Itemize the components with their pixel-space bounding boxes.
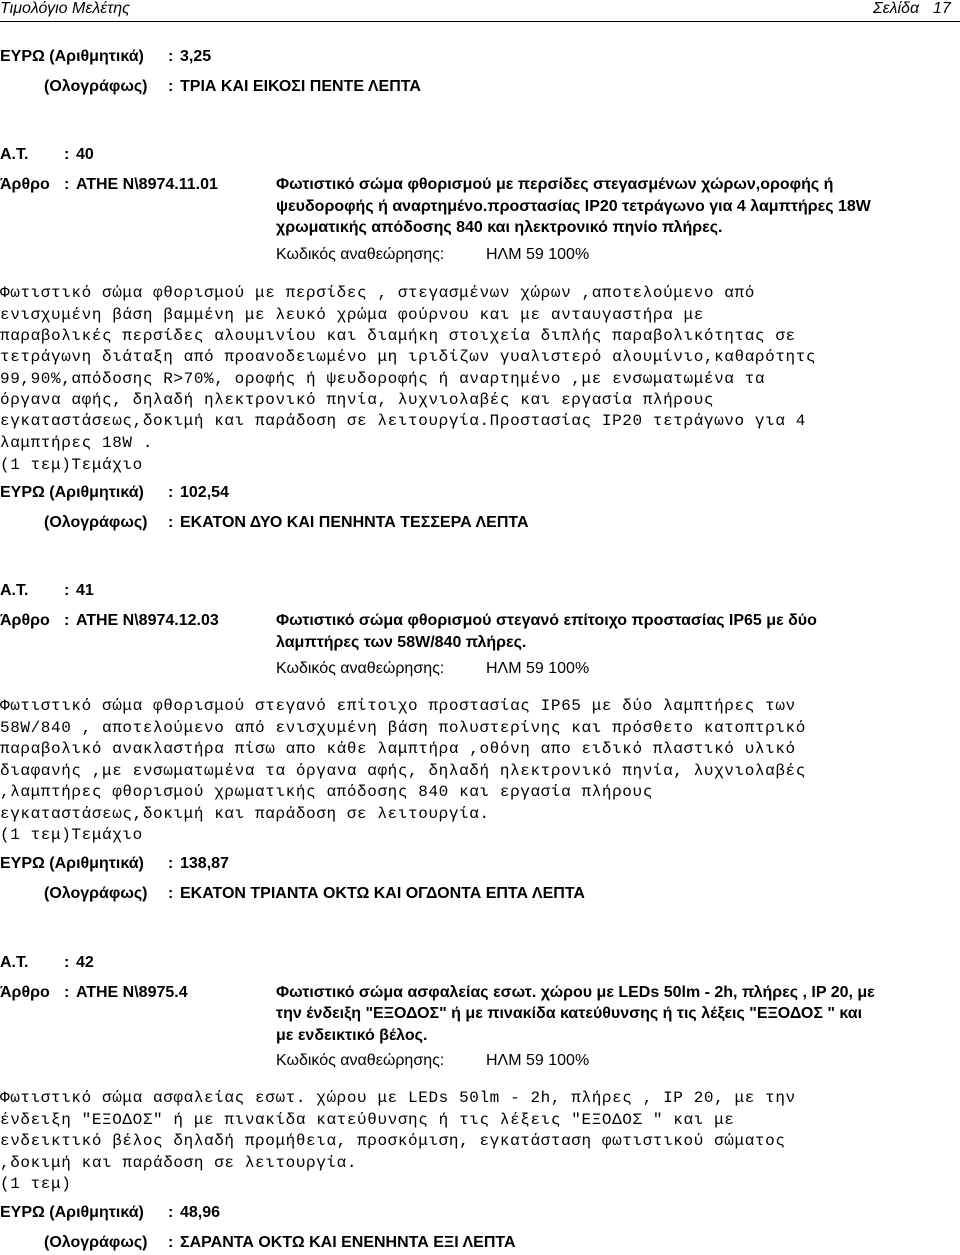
colon: :	[168, 48, 174, 65]
colon: :	[168, 514, 174, 531]
colon: :	[168, 855, 174, 872]
item-title-line: με ενδεικτικό βέλος.	[276, 1027, 428, 1044]
written-label: (Ολογράφως)	[44, 885, 148, 902]
desc-line: παραβολικές περσίδες αλουμινίου και διαμήκη στοιχεία διπλής παραβολικότητας σε	[0, 327, 796, 345]
desc-line: παραβολικό ανακλαστήρα πίσω απο κάθε λαμπτήρα ,οθόνη απο ειδικό πλαστικό υλικό	[0, 740, 796, 758]
price-written: ΤΡΙΑ ΚΑΙ ΕΙΚΟΣΙ ΠΕΝΤΕ ΛΕΠΤΑ	[180, 78, 421, 95]
page-number: 17	[933, 0, 951, 17]
colon: :	[64, 984, 70, 1001]
article-code: ΑΤΗΕ Ν\8975.4	[76, 984, 188, 1001]
desc-line: ενδεικτικό βέλος δηλαδή προμήθεια, προσκόμιση, εγκατάσταση φωτιστικού σώματος	[0, 1132, 786, 1150]
colon: :	[168, 1234, 174, 1251]
desc-line: τετράγωνη διάταξη από προανοδειωμένο μη ιριδίζων γυαλιστερό αλουμίνιο,καθαρότητς	[0, 348, 817, 366]
item-title-line: λαμπτήρες των 58W/840 πλήρες.	[276, 634, 527, 651]
article-label: Άρθρο	[0, 612, 50, 629]
desc-line: ,δοκιμή και παράδοση σε λειτουργία.	[0, 1154, 358, 1172]
desc-line: όργανα αφής, δηλαδή ηλεκτρονικό πηνία, λυχνιολαβές και εργασία πλήρους	[0, 391, 715, 409]
at-label: Α.Τ.	[0, 582, 29, 599]
colon: :	[168, 484, 174, 501]
article-code: ΑΤΗΕ Ν\8974.12.03	[76, 612, 219, 629]
at-number: 40	[76, 146, 94, 163]
price-written: ΕΚΑΤΟΝ ΔΥΟ ΚΑΙ ΠΕΝΗΝΤΑ ΤΕΣΣΕΡΑ ΛΕΠΤΑ	[180, 514, 529, 531]
colon: :	[168, 1204, 174, 1221]
numeric-label: ΕΥΡΩ (Αριθμητικά)	[0, 48, 144, 65]
price-numeric: 48,96	[180, 1204, 221, 1221]
colon: :	[64, 176, 70, 193]
desc-line: ένδειξη "ΕΞΟΔΟΣ" ή με πινακίδα κατεύθυνσης ή τις λέξεις "ΕΞΟΔΟΣ " και με	[0, 1111, 735, 1129]
code-label: Κωδικός αναθεώρησης:	[276, 1052, 445, 1069]
numeric-label: ΕΥΡΩ (Αριθμητικά)	[0, 484, 144, 501]
at-number: 42	[76, 954, 94, 971]
at-number: 41	[76, 582, 94, 599]
desc-line: ενισχυμένη βάση βαμμένη με λευκό χρώμα φούρνου και με ανταυγαστήρα με	[0, 306, 704, 324]
colon: :	[64, 612, 70, 629]
at-label: Α.Τ.	[0, 146, 29, 163]
code-value: ΗΛΜ 59 100%	[486, 246, 590, 263]
code-label: Κωδικός αναθεώρησης:	[276, 660, 445, 677]
item-title-line: την ένδειξη "ΕΞΟΔΟΣ" ή με πινακίδα κατεύθυνσης ή τις λέξεις "ΕΞΟΔΟΣ " και	[276, 1005, 863, 1022]
price-numeric: 102,54	[180, 484, 229, 501]
desc-line: Φωτιστικό σώμα φθορισμού με περσίδες , στεγασμένων χώρων ,αποτελούμενο από	[0, 284, 755, 302]
header-rule	[0, 21, 960, 22]
item-title-line: Φωτιστικό σώμα φθορισμού στεγανό επίτοιχο προστασίας IP65 με δύο	[276, 612, 817, 629]
page-header	[0, 0, 960, 24]
article-label: Άρθρο	[0, 984, 50, 1001]
desc-line: 99,90%,απόδοσης R>70%, οροφής ή ψευδοροφής ή αναρτημένο ,με ενσωματωμένα τα	[0, 370, 766, 388]
price-numeric: 138,87	[180, 855, 229, 872]
unit-text: (1 τεμ)	[0, 1175, 72, 1193]
article-label: Άρθρο	[0, 176, 50, 193]
unit-text: (1 τεμ)Τεμάχιο	[0, 456, 143, 474]
code-value: ΗΛΜ 59 100%	[486, 1052, 590, 1069]
price-numeric: 3,25	[180, 48, 212, 65]
colon: :	[64, 146, 70, 163]
desc-line: λαμπτήρες 18W .	[0, 434, 154, 452]
desc-line: εγκαταστάσεως,δοκιμή και παράδοση σε λειτουργία.Προστασίας IP20 τετράγωνο για 4	[0, 412, 806, 430]
page-label: Σελίδα	[873, 0, 920, 17]
code-label: Κωδικός αναθεώρησης:	[276, 246, 445, 263]
numeric-label: ΕΥΡΩ (Αριθμητικά)	[0, 855, 144, 872]
colon: :	[64, 582, 70, 599]
item-title-line: ψευδοροφής ή αναρτημένο.προστασίας IP20 τετράγωνο για 4 λαμπτήρες 18W	[276, 198, 871, 215]
numeric-label: ΕΥΡΩ (Αριθμητικά)	[0, 1204, 144, 1221]
written-label: (Ολογράφως)	[44, 78, 148, 95]
item-title-line: χρωματικής απόδοσης 840 και ηλεκτρονικό πηνίο πλήρες.	[276, 219, 723, 236]
code-value: ΗΛΜ 59 100%	[486, 660, 590, 677]
item-title-line: Φωτιστικό σώμα ασφαλείας εσωτ. χώρου με LEDs 50lm - 2h, πλήρες , IP 20, με	[276, 984, 875, 1001]
colon: :	[168, 885, 174, 902]
article-code: ΑΤΗΕ Ν\8974.11.01	[76, 176, 218, 193]
desc-line: διαφανής ,με ενσωματωμένα τα όργανα αφής, δηλαδή ηλεκτρονικό πηνία, λυχνιολαβές	[0, 762, 806, 780]
price-written: ΣΑΡΑΝΤΑ ΟΚΤΩ ΚΑΙ ΕΝΕΝΗΝΤΑ ΕΞΙ ΛΕΠΤΑ	[180, 1234, 516, 1251]
colon: :	[168, 78, 174, 95]
written-label: (Ολογράφως)	[44, 514, 148, 531]
price-written: ΕΚΑΤΟΝ ΤΡΙΑΝΤΑ ΟΚΤΩ ΚΑΙ ΟΓΔΟΝΤΑ ΕΠΤΑ ΛΕΠΤΑ	[180, 885, 585, 902]
desc-line: 58W/840 , αποτελούμενο από ενισχυμένη βάση πολυστερίνης και πρόσθετο κατοπτρικό	[0, 719, 806, 737]
desc-line: ,λαμπτήρες φθορισμού χρωματικής απόδοσης 840 και εργασία πλήρους	[0, 783, 653, 801]
item-title-line: Φωτιστικό σώμα φθορισμού με περσίδες στεγασμένων χώρων,οροφής ή	[276, 176, 834, 193]
desc-line: Φωτιστικό σώμα φθορισμού στεγανό επίτοιχο προστασίας IP65 με δύο λαμπτήρες των	[0, 697, 796, 715]
written-label: (Ολογράφως)	[44, 1234, 148, 1251]
at-label: Α.Τ.	[0, 954, 29, 971]
colon: :	[64, 954, 70, 971]
desc-line: εγκαταστάσεως,δοκιμή και παράδοση σε λειτουργία.	[0, 805, 490, 823]
desc-line: Φωτιστικό σώμα ασφαλείας εσωτ. χώρου με LEDs 50lm - 2h, πλήρες , IP 20, με την	[0, 1089, 796, 1107]
unit-text: (1 τεμ)Τεμάχιο	[0, 826, 143, 844]
document-title: Τιμολόγιο Μελέτης	[0, 0, 130, 17]
